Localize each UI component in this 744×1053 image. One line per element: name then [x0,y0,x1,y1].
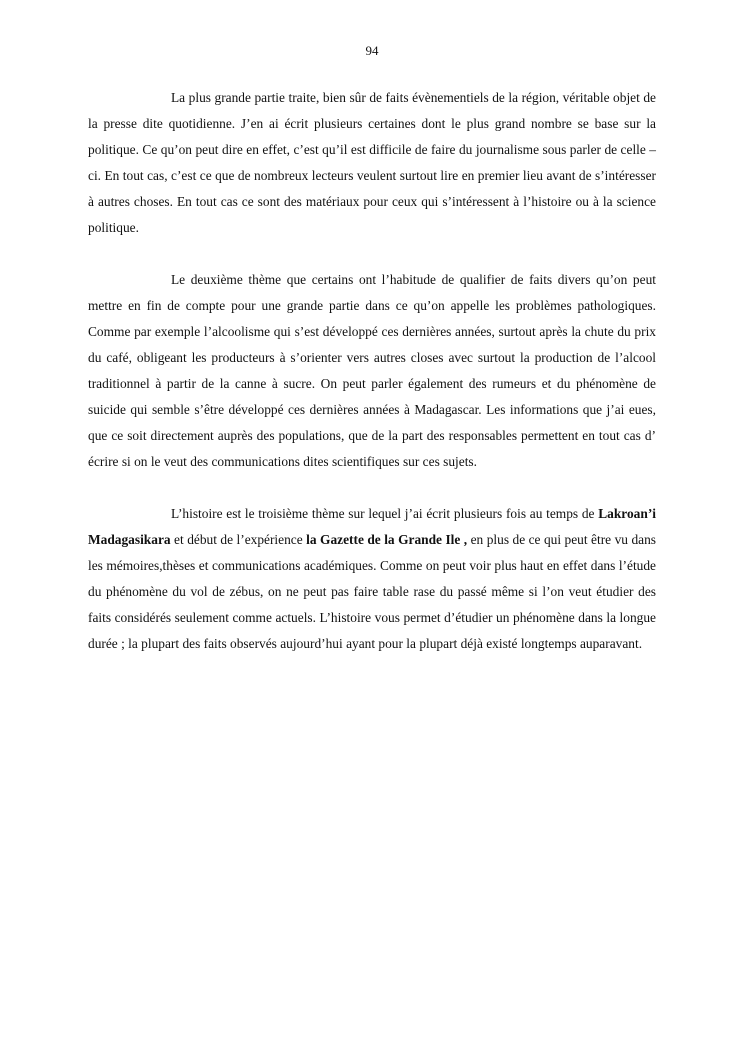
page-number: 94 [365,43,379,58]
body-text [88,85,656,657]
newspaper-title-gazette: la Gazette de la Grande Ile , [306,532,468,547]
paragraph-events: La plus grande partie traite, bien sûr de faits évènementiels de la région, véritable objet de la presse dite quotidienne. J’en ai écrit plusieurs certaines dont le plus grand nombre se base sur la politique. Ce qu’on peut dire en effet, c’est qu’il est difficile de faire du journalisme sous parler de celle –ci. En tout cas, c’est ce que de nombreux lecteurs veulent surtout lire en premier lieu avant de s’intéresser à autres choses. En tout cas ce sont des matériaux pour ceux qui s’intéressent à l’histoire ou à la science politique. [88,90,656,235]
history-text-part3: en plus de ce qui peut être vu dans les mémoires,thèses et communications académiques. Comme on peut voir plus haut en effet dans l’étude du phénomène du vol de zébus, on ne peut pas faire table rase du passé même si l’on veut étudier des faits considérés seulement comme actuels. L’histoire vous permet d’étudier un phénomène dans la longue durée ; la plupart des faits observés aujourd’hui ayant pour la plupart déjà existé longtemps auparavant. [88,532,656,651]
history-text-part1: L’histoire est le troisième thème sur lequel j’ai écrit plusieurs fois au temps de [171,506,599,521]
paragraph-faits-divers: Le deuxième thème que certains ont l’habitude de qualifier de faits divers qu’on peut mettre en fin de compte pour une grande partie dans ce qu’on appelle les problèmes pathologiques. Comme par exemple l’alcoolisme qui s’est développé ces dernières années, surtout après la chute du prix du café, obligeant les producteurs à s’orienter vers autres closes avec surtout la production de l’alcool traditionnel à partir de la canne à sucre. On peut parler également des rumeurs et du phénomène de suicide qui semble s’être développé ces dernières années à Madagascar. Les informations que j’ai eues, que ce soit directement auprès des populations, que de la part des responsables permettent en tout cas d’ écrire si on le veut des communications dites scientifiques sur ces sujets. [88,272,656,469]
paragraph-history [88,501,656,657]
history-text-part2: et début de l’expérience [170,532,307,547]
newspaper-title-lakroan: Lakroan’i Madagasikara [88,506,656,547]
